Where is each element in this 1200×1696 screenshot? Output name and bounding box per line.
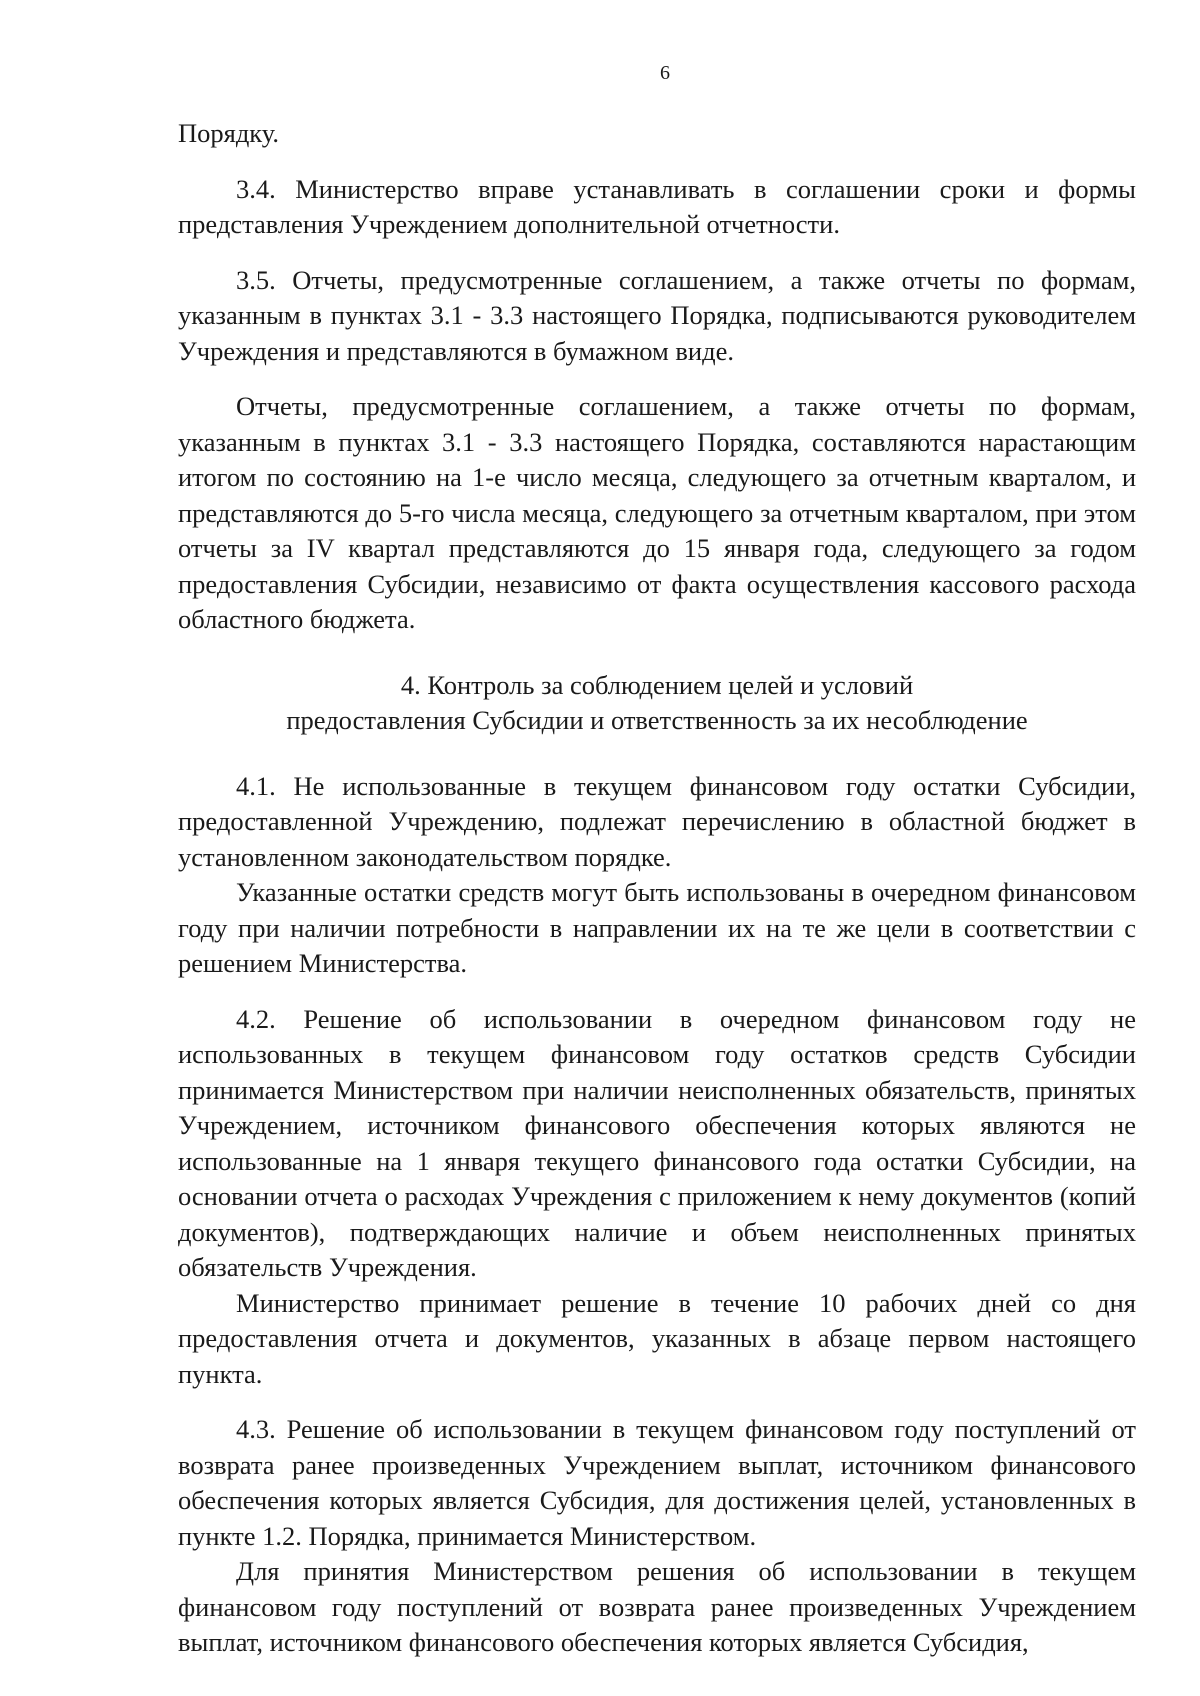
- paragraph-4-2: 4.2. Решение об использовании в очередном финансовом году не использованных в текущем финансовом году остатков средств Субсидии принимается Министерством при наличии неисполненных обязательств, принятых Учреждением, источником финансового обеспечения которых являются не использованные на 1 января текущего финансового года остатки Субсидии, на основании отчета о расходах Учреждения с приложением к нему документов (копий документов), подтверждающих наличие и объем неисполненных принятых обязательств Учреждения.: [178, 1003, 1136, 1282]
- paragraph-decision-term: Министерство принимает решение в течение 10 рабочих дней со дня предоставления отчета и документов, указанных в абзаце первом настоящего пункта.: [178, 1287, 1136, 1389]
- paragraph-4-3: 4.3. Решение об использовании в текущем финансовом году поступлений от возврата ранее произведенных Учреждением выплат, источником финансового обеспечения которых является Субсидия, для достижения целей, установленных в пункте 1.2. Порядка, принимается Министерством.: [178, 1414, 1136, 1551]
- paragraph-reports-deadline: Отчеты, предусмотренные соглашением, а также отчеты по формам, указанным в пунктах 3.1 - 3.3 настоящего Порядка, составляются нарастающим итогом по состоянию на 1-е число месяца, следующего за отчетным кварталом, и представляются до 5-го числа месяца, следующего за отчетным кварталом, при этом отчеты за IV квартал представляются до 15 января года, следующего за годом предоставления Субсидии, независимо от факта осуществления кассового расхода областного бюджета.: [178, 391, 1136, 634]
- page-number: 6: [660, 62, 670, 84]
- section-heading-line1: 4. Контроль за соблюдением целей и условий: [400, 669, 914, 700]
- section-heading: [178, 668, 1136, 739]
- paragraph-continuation: Порядку.: [178, 118, 280, 148]
- paragraph-3-4: 3.4. Министерство вправе устанавливать в соглашении сроки и формы представления Учреждением дополнительной отчетности.: [178, 173, 1136, 239]
- paragraph-4-1: 4.1. Не использованные в текущем финансовом году остатки Субсидии, предоставленной Учреждению, подлежат перечислению в областной бюджет в установленном законодательством порядке.: [178, 770, 1136, 872]
- paragraph-remaining-funds: Указанные остатки средств могут быть использованы в очередном финансовом году при наличии потребности в направлении их на те же цели в соответствии с решением Министерства.: [178, 877, 1136, 978]
- paragraph-3-5: 3.5. Отчеты, предусмотренные соглашением, а также отчеты по формам, указанным в пунктах 3.1 - 3.3 настоящего Порядка, подписываются руководителем Учреждения и представляются в бумажном виде.: [178, 264, 1136, 366]
- document-body: [178, 116, 1136, 1661]
- paragraph-ministry-decision: Для принятия Министерством решения об использовании в текущем финансовом году поступлений от возврата ранее произведенных Учреждением выплат, источником финансового обеспечения которых является Субсидия,: [178, 1556, 1136, 1657]
- section-heading-line2: предоставления Субсидии и ответственность за их несоблюдение: [286, 705, 1028, 735]
